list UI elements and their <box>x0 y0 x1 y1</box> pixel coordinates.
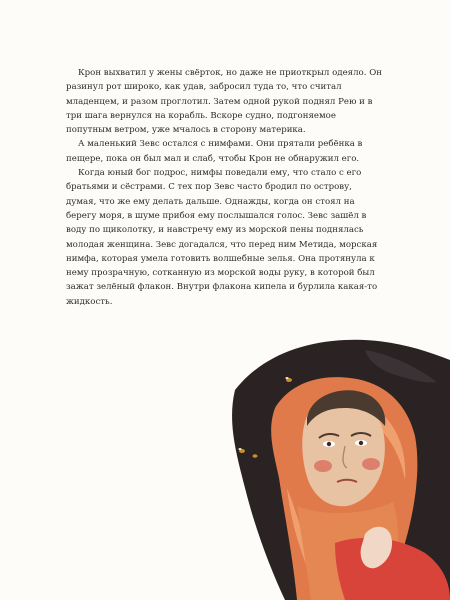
woman-in-orange-shawl-illustration <box>215 338 450 600</box>
paragraph-2: А маленький Зевс остался с нимфами. Они прятали ребёнка в пещере, пока он был мал и слаб, чтобы Крон не обнаружил его. <box>66 139 363 164</box>
body-text <box>66 66 384 309</box>
right-cheek <box>362 458 380 470</box>
bee-icon-3 <box>253 454 258 458</box>
left-cheek <box>314 460 332 472</box>
paragraph-1: Крон выхватил у жены свёрток, но даже не приоткрыл одеяло. Он разинул рот широко, как удав, забросил туда то, что считал младенцем, и разом проглотил. Затем одной рукой поднял Рею и в три шага вернулся на корабль. Вскоре судно, подгоняемое попутным ветром, уже мчалось в сторону материка. <box>66 68 382 136</box>
paragraph-3: Когда юный бог подрос, нимфы поведали ему, что стало с его братьями и сёстрами. С тех пор Зевс часто бродил по острову, думая, что же ему делать дальше. Однажды, когда он стоял на берегу моря, в шуме прибоя ему послышался голос. Зевс зашёл в воду по щиколотку, и навстречу ему из морской пены поднялась молодая женщина. Зевс догадался, что перед ним Метида, морская нимфа, которая умела готовить волшебные зелья. Она протянула к нему прозрачную, сотканную из морской воды руку, в которой был зажат зелёный флакон. Внутри флакона кипела и бурлила какая-то жидкость. <box>66 168 378 307</box>
